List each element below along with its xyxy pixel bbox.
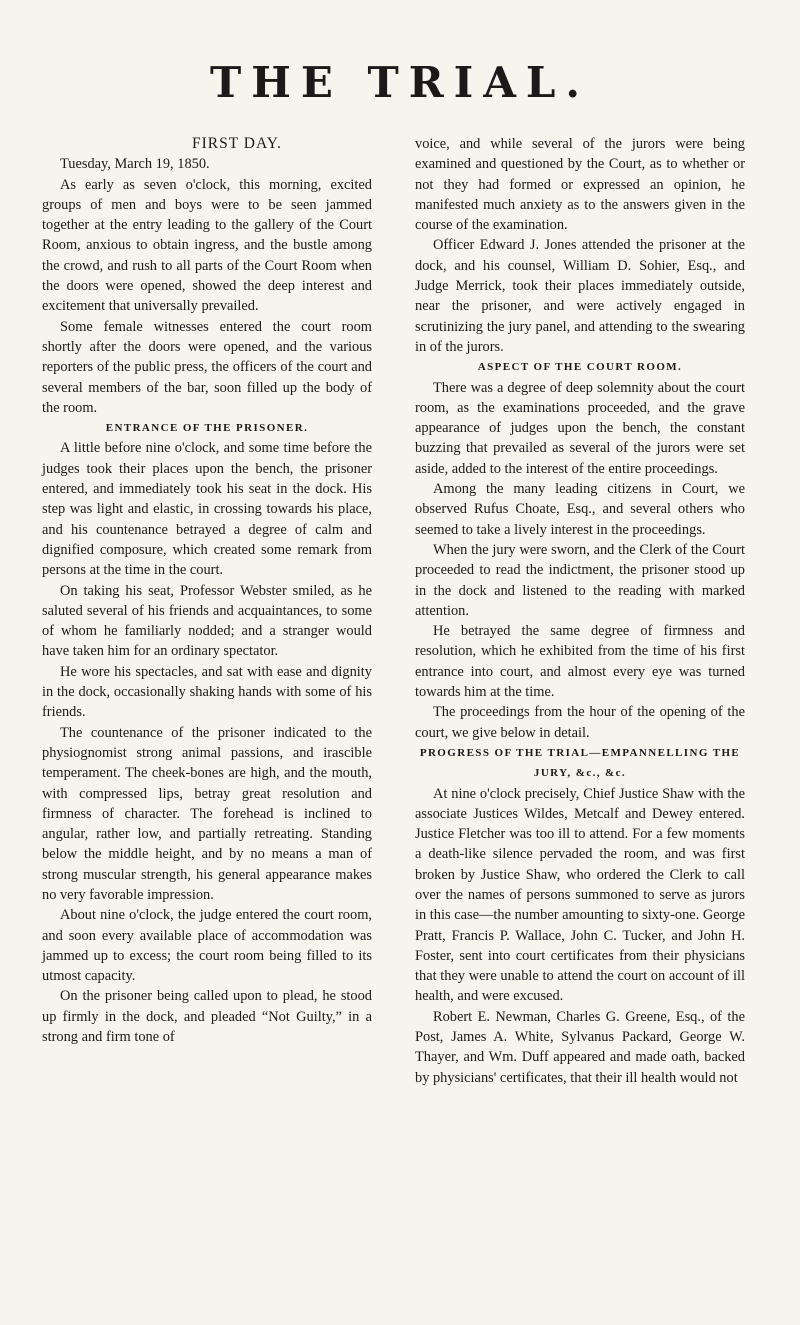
paragraph: Robert E. Newman, Charles G. Greene, Esq., of the Post, James A. White, Sylvanus Packard, George W. Thayer, and Wm. Duff appeared and made oath, backed by physicians' certificates, that their ill health would not <box>415 1008 745 1086</box>
section-heading: ASPECT OF THE COURT ROOM. <box>477 361 683 374</box>
paragraph: On taking his seat, Professor Webster smiled, as he saluted several of his friends and acquaintances, to some of whom he familiarly nodded; and a stranger would have taken him for an ordinary spectator. <box>42 582 372 660</box>
paragraph: He betrayed the same degree of firmness and resolution, which he exhibited from the time of his first entrance into court, and almost every eye was turned towards him at the time. <box>415 623 745 701</box>
paragraph: The countenance of the prisoner indicated to the physiognomist strong animal passions, and irascible temperament. The cheek-bones are high, and the mouth, with compressed lips, betray great resolution and firmness of character. The forehead is inclined to angular, rather low, and partially retreating. Standing below the middle height, and by no means a man of strong muscular strength, his general appearance makes no very favorable impression. <box>42 724 372 903</box>
paragraph: When the jury were sworn, and the Clerk of the Court proceeded to read the indictment, the prisoner stood up in the dock and listened to the reading with marked attention. <box>415 541 745 619</box>
right-column <box>415 134 745 1088</box>
paragraph: On the prisoner being called upon to plead, he stood up firmly in the dock, and pleaded “Not Guilty,” in a strong and firm tone of <box>42 988 372 1046</box>
paragraph: He wore his spectacles, and sat with ease and dignity in the dock, occasionally shaking hands with some of his friends. <box>42 663 372 721</box>
left-column <box>42 134 372 1047</box>
paragraph: The proceedings from the hour of the opening of the court, we give below in detail. <box>415 704 745 741</box>
paragraph: About nine o'clock, the judge entered the court room, and soon every available place of accommodation was jammed up to excess; the court room being filled to its utmost capacity. <box>42 907 372 985</box>
page-title: THE TRIAL. <box>209 58 591 107</box>
paragraph: A little before nine o'clock, and some time before the judges took their places upon the bench, the prisoner entered, and immediately took his seat in the dock. His step was light and elastic, in crossing towards his place, and his countenance betrayed a degree of calm and dignified composure, which created some remark from persons at the time in the court. <box>42 440 372 579</box>
day-heading: FIRST DAY. <box>192 135 282 152</box>
paragraph: Officer Edward J. Jones attended the prisoner at the dock, and his counsel, William D. Sohier, Esq., and Judge Merrick, took their places immediately outside, near the prisoner, and were actively engaged in scrutinizing the jury panel, and attending to the swearing in of the jurors. <box>415 237 745 355</box>
section-heading: ENTRANCE OF THE PRISONER. <box>105 422 309 435</box>
section-heading: PROGRESS OF THE TRIAL—EMPANNELLING THE <box>419 746 741 759</box>
section-heading-continued: JURY, &c., &c. <box>533 767 627 780</box>
paragraph: voice, and while several of the jurors were being examined and questioned by the Court, as to whether or not they had formed or expressed an opinion, he manifested much anxiety as to the answers given in the course of the examination. <box>415 136 745 234</box>
paragraph: Some female witnesses entered the court room shortly after the doors were opened, and the various reporters of the public press, the officers of the court and several members of the bar, soon filled up the body of the room. <box>42 318 372 416</box>
paragraph: Among the many leading citizens in Court, we observed Rufus Choate, Esq., and several others who seemed to take a lively interest in the proceedings. <box>415 481 745 538</box>
dateline: Tuesday, March 19, 1850. <box>60 156 210 173</box>
paragraph: There was a degree of deep solemnity about the court room, as the examinations proceeded, and the grave appearance of judges upon the bench, the constant buzzing that prevailed as several of the jurors were set aside, added to the interest of the entire proceedings. <box>415 379 745 477</box>
paragraph: As early as seven o'clock, this morning, excited groups of men and boys were to be seen jammed together at the entry leading to the gallery of the Court Room, anxious to obtain ingress, and the bustle among the crowd, and rush to all parts of the Court Room when the doors were opened, showed the deep interest and excitement that universally prevailed. <box>42 176 372 315</box>
paragraph: At nine o'clock precisely, Chief Justice Shaw with the associate Justices Wildes, Metcalf and Dewey entered. Justice Fletcher was too ill to attend. For a few moments a death-like silence pervaded the room, and was first broken by Justice Shaw, who ordered the Clerk to call over the names of persons summoned to serve as jurors in this case—the number amounting to sixty-one. George Pratt, Francis P. Wallace, John C. Tucker, and John H. Foster, sent into court certificates from their physicians that they were unable to attend the court on account of ill health, and were excused. <box>415 785 745 1005</box>
